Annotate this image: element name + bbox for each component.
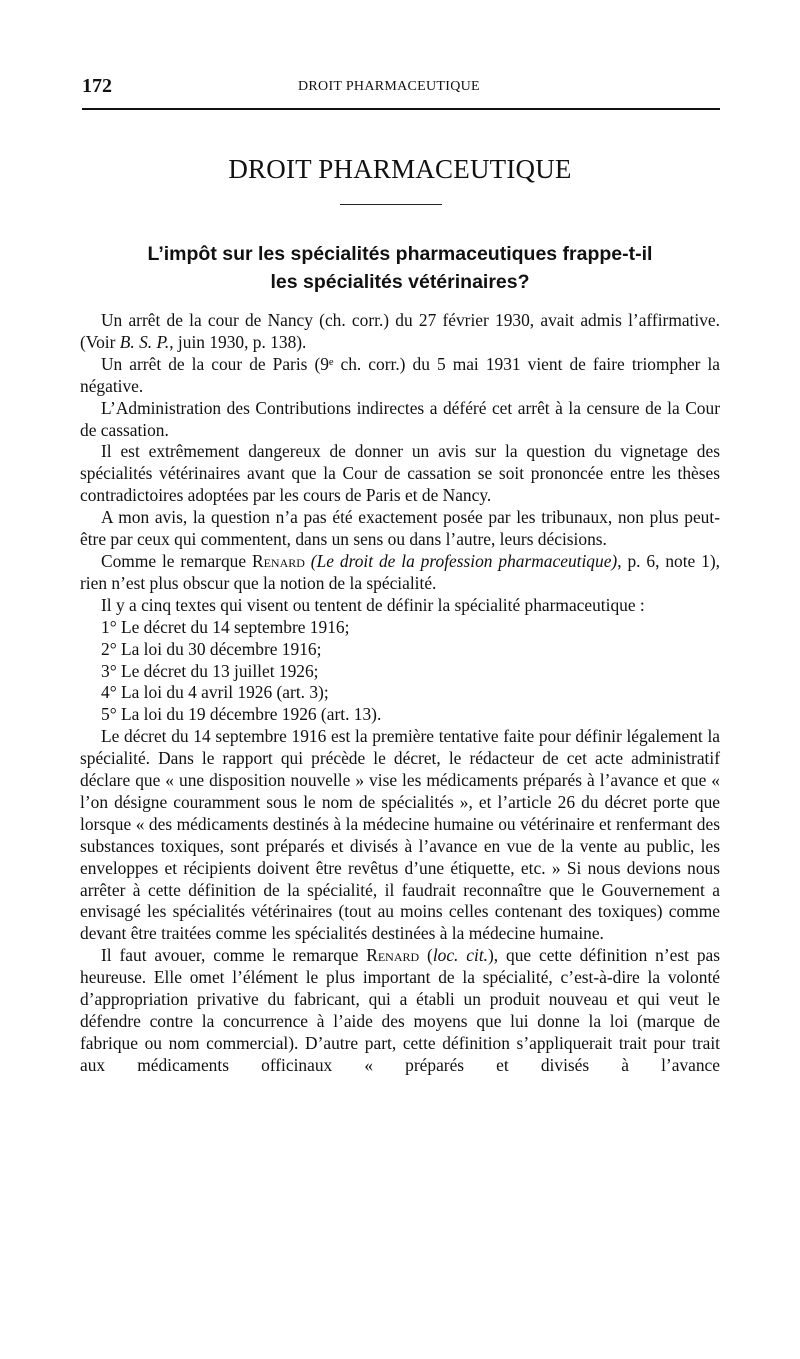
header-divider: [82, 108, 720, 110]
paragraph-1: [80, 310, 720, 354]
paragraph-6-end: , p. 6, note 1), rien n’est plus obscur que la notion de la spécialité.: [80, 550, 720, 593]
paragraph-4: Il est extrêmement dangereux de donner un avis sur la question du vignetage des spécialités vétérinaires avant que la Cour de cassation se soit prononcée entre les thèses contradictoires adoptées par les cours de Paris et de Nancy.: [80, 441, 720, 506]
paragraph-7: Il y a cinq textes qui visent ou tentent de définir la spécialité pharmaceutique :: [101, 594, 645, 615]
author-name: Renard: [251, 550, 305, 571]
page-number: 172: [82, 75, 112, 97]
paragraph-1-end: , juin 1930, p. 138).: [169, 331, 307, 352]
paragraph-9-end: ), que cette définition n’est pas heureuse. Elle omet l’élément le plus important de la spécialité, c’est-à-dire la volonté d’appropriation privative du fabricant, qui a établi un produit nouveau et qui veut le défendre contre la concurrence à l’aide des moyens que lui donne la loi (marque de fabrique ou nom commercial). D’autre part, cette définition s’appliquerait trait pour trait aux médicaments officinaux « préparés et divisés à l’avance: [80, 945, 721, 1075]
page-header: [82, 75, 720, 105]
list-item: 2° La loi du 30 décembre 1916;: [101, 638, 322, 659]
list-item: 3° Le décret du 13 juillet 1926;: [101, 660, 319, 681]
paragraph-9-text: Il faut avouer, comme le remarque: [101, 945, 367, 966]
list-item: 4° La loi du 4 avril 1926 (art. 3);: [101, 682, 329, 703]
subtitle-line-1: L’impôt sur les spécialités pharmaceutiques frappe-t-il: [147, 243, 653, 265]
article-subtitle: [115, 240, 685, 296]
paragraph-9-reference: loc. cit.: [432, 945, 489, 966]
list-item: 1° Le décret du 14 septembre 1916;: [101, 616, 350, 637]
paragraph-9: Il faut avouer, comme le remarque Renard (loc. cit.), que cette définition n’est pas heureuse. Elle omet l’élément le plus important de la spécialité, c’est-à-dire la volonté d’appropriation privative du fabricant, qui a établi un produit nouveau et qui veut le défendre contre la concurrence à l’aide des moyens que lui donne la loi (marque de fabrique ou nom commercial). D’autre part, cette définition s’appliquerait trait pour trait aux médicaments officinaux « préparés et divisés à l’avance: [80, 945, 721, 1075]
paragraph-2: Un arrêt de la cour de Paris (9ᵉ ch. corr.) du 5 mai 1931 vient de faire triompher la négative.: [80, 353, 720, 396]
paragraph-6: [80, 551, 720, 595]
paragraph-8: Le décret du 14 septembre 1916 est la première tentative faite pour définir légalement la spécialité. Dans le rapport qui précède le décret, le rédacteur de cet acte administratif déclare que « une disposition nouvelle » vise les médicaments préparés à l’avance et que « l’on désigne couramment sous le nom de spécialités », et l’article 26 du décret porte que lorsque « des médicaments destinés à la médecine humaine ou vétérinaire et renfermant des substances toxiques, sont préparés et divisés à l’avance en vue de la vente au public, les enveloppes et récipients doivent être revêtus d’une étiquette, etc. » Si nous devions nous arrêter à cette définition de la spécialité, il faudrait reconnaître que le Gouvernement a envisagé les spécialités vétérinaires (tout au moins celles contenant des toxiques) comme devant être traitées comme les spécialités destinées à la médecine humaine.: [80, 726, 720, 944]
title-divider: [340, 204, 442, 205]
article-title: DROIT PHARMACEUTIQUE: [228, 154, 572, 184]
paragraph-5: A mon avis, la question n’a pas été exactement posée par les tribunaux, non plus peut-être par ceux qui commentent, dans un sens ou dans l’autre, leurs décisions.: [80, 507, 720, 550]
paragraph-1-text: Un arrêt de la cour de Nancy (ch. corr.) du 27 février 1930, avait admis l’affirmative. (Voir: [80, 310, 720, 352]
author-name: Renard: [366, 945, 420, 966]
article-body: [80, 310, 720, 1077]
paragraph-3: L’Administration des Contributions indirectes a déféré cet arrêt à la censure de la Cour de cassation.: [80, 397, 720, 440]
paragraph-6-text: Comme le remarque: [101, 550, 252, 571]
paragraph-6-reference: (Le droit de la profession pharmaceutique): [304, 550, 618, 571]
subtitle-line-2: les spécialités vétérinaires?: [270, 271, 530, 293]
list-item: 5° La loi du 19 décembre 1926 (art. 13).: [101, 704, 382, 725]
running-title: DROIT PHARMACEUTIQUE: [298, 79, 480, 94]
paragraph-1-reference: B. S. P.: [119, 331, 170, 352]
